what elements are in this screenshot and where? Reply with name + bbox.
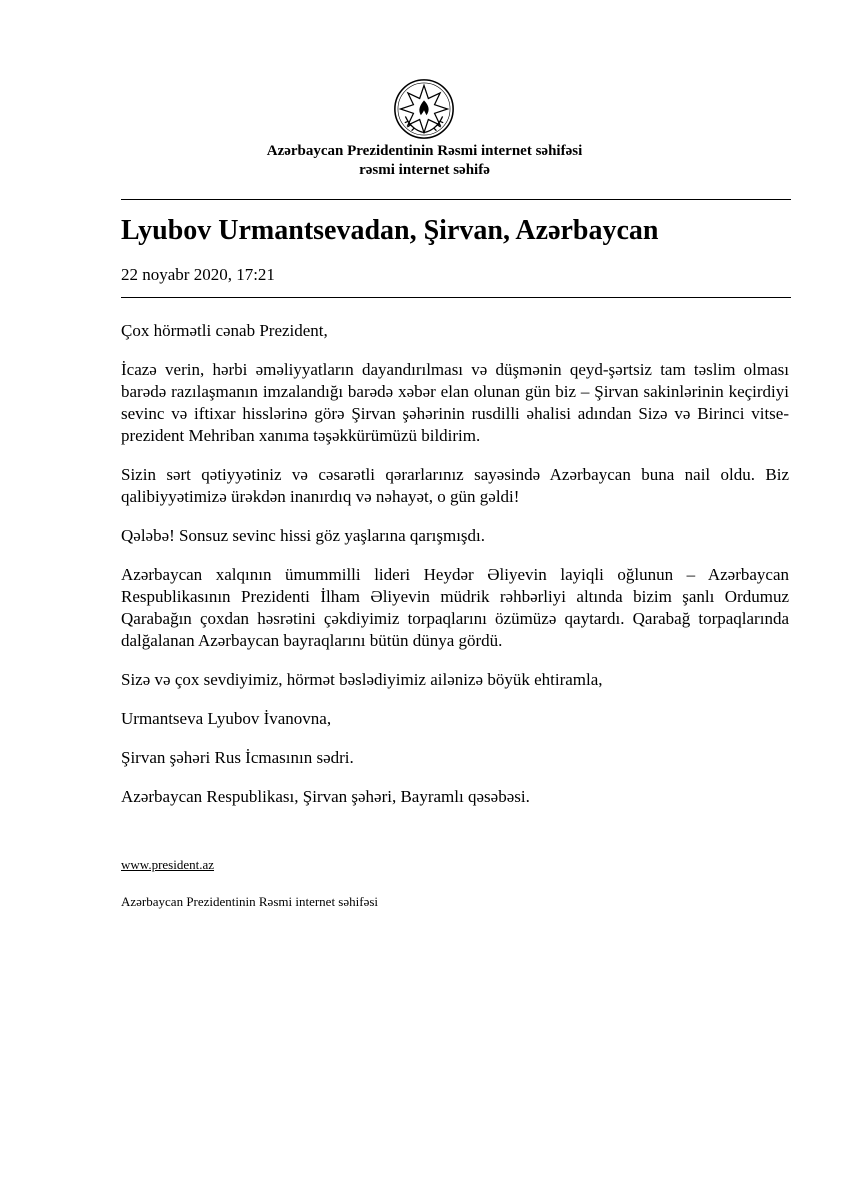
- article-body: [121, 320, 789, 825]
- article-date: 22 noyabr 2020, 17:21: [121, 265, 275, 284]
- azerbaijan-emblem-icon: [393, 78, 455, 140]
- site-title: Azərbaycan Prezidentinin Rəsmi internet səhifəsi: [266, 143, 583, 159]
- paragraph: İcazə verin, hərbi əməliyyatların dayandırılması və düşmənin qeyd-şərtsiz tam təslim olması barədə razılaşmanın imzalandığı barədə xəbər elan olunan gün biz – Şirvan sakinlərinin keçirdiyi sevinc və iftixar hisslərinə görə Şirvan şəhərinin rusdilli əhalisi adından Sizə və Birinci vitse-prezident Mehriban xanıma təşəkkürümüzü bildirim.: [121, 360, 789, 445]
- signature-title: Şirvan şəhəri Rus İcmasının sədri.: [121, 748, 354, 767]
- paragraph: Azərbaycan xalqının ümummilli lideri Heydər Əliyevin layiqli oğlunun – Azərbaycan Respublikasının Prezidenti İlham Əliyevin müdrik rəhbərliyi altında bizim şanlı Ordumuz Qarabağın çoxdan həsrətini çəkdiyimiz torpaqlarını özümüzə qaytardı. Qarabağ torpaqlarında dalğalanan Azərbaycan bayraqlarını bütün dünya gördü.: [121, 565, 789, 650]
- signature-name: Urmantseva Lyubov İvanovna,: [121, 709, 332, 728]
- paragraph: Qələbə! Sonsuz sevinc hissi göz yaşlarına qarışmışdı.: [121, 526, 486, 545]
- paragraph-greeting: Çox hörmətli cənab Prezident,: [121, 321, 328, 340]
- website-link[interactable]: www.president.az: [121, 857, 215, 872]
- paragraph-closing: Sizə və çox sevdiyimiz, hörmət bəslədiyimiz ailənizə böyük ehtiramla,: [121, 670, 603, 689]
- article-headline: Lyubov Urmantsevadan, Şirvan, Azərbaycan: [121, 215, 659, 246]
- header-divider: [121, 199, 791, 200]
- title-divider: [121, 297, 791, 298]
- signature-address: Azərbaycan Respublikası, Şirvan şəhəri, Bayramlı qəsəbəsi.: [121, 787, 530, 806]
- paragraph: Sizin sərt qətiyyətiniz və cəsarətli qərarlarınız sayəsində Azərbaycan buna nail oldu. Biz qalibiyyətimizə ürəkdən inanırdıq və nəhayət, o gün gəldi!: [121, 465, 789, 506]
- site-subtitle: rəsmi internet səhifə: [359, 162, 490, 178]
- footer-site-name: Azərbaycan Prezidentinin Rəsmi internet səhifəsi: [121, 894, 379, 909]
